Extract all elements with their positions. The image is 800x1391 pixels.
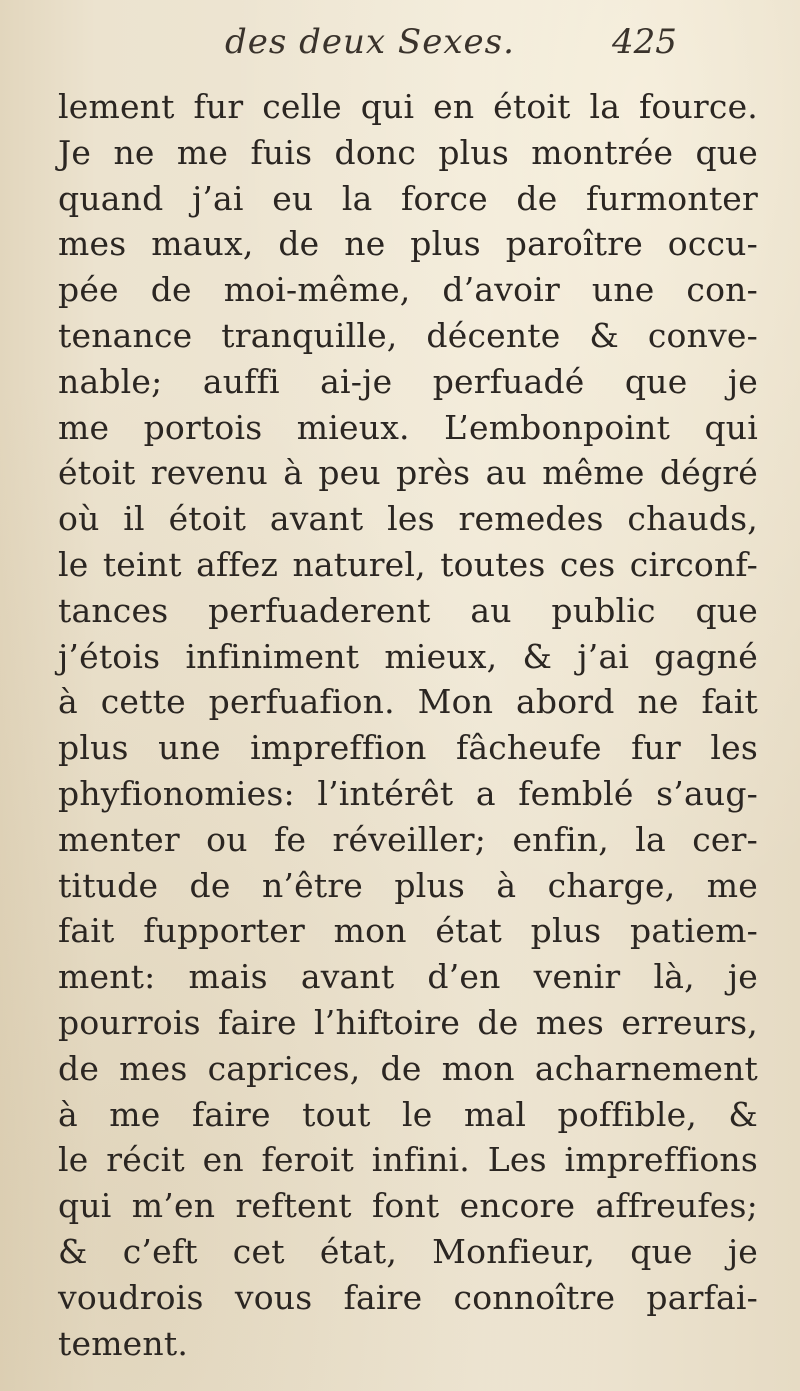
- text-line: lement fur celle qui en étoit la fource.: [58, 87, 758, 126]
- page-number: 425: [612, 22, 677, 62]
- text-line: mes maux, de ne plus paroître occu-: [58, 224, 758, 264]
- text-line: à me faire tout le mal poffible, &: [58, 1094, 758, 1134]
- text-line: où il étoit avant les remedes chauds,: [58, 499, 758, 539]
- running-head-title: des deux Sexes.: [225, 22, 515, 62]
- text-line: Je ne me fuis donc plus montrée que: [58, 132, 758, 172]
- text-line: le teint affez naturel, toutes ces circonf-: [58, 544, 758, 584]
- text-line: me portois mieux. L’embonpoint qui: [58, 407, 758, 447]
- text-line: tenance tranquille, décente & conve-: [58, 315, 758, 355]
- text-line: à cette perfuafion. Mon abord ne fait: [58, 682, 758, 722]
- text-line: de mes caprices, de mon acharnement: [58, 1048, 758, 1088]
- body-text: [58, 84, 758, 1366]
- text-line: & c’eft cet état, Monfieur, que je: [58, 1231, 758, 1271]
- text-line: pée de moi-même, d’avoir une con-: [58, 270, 758, 310]
- text-line: qui m’en reftent font encore affreufes;: [58, 1186, 758, 1226]
- text-line: tement.: [58, 1323, 189, 1363]
- text-line: le récit en feroit infini. Les impreffions: [58, 1140, 758, 1180]
- running-head: [0, 22, 800, 72]
- text-line: voudrois vous faire connoître parfai-: [58, 1277, 758, 1317]
- text-line: fait fupporter mon état plus patiem-: [58, 911, 758, 951]
- text-line: étoit revenu à peu près au même dégré: [58, 453, 758, 493]
- text-line: quand j’ai eu la force de furmonter: [58, 178, 758, 218]
- text-line: menter ou fe réveiller; enfin, la cer-: [58, 819, 758, 859]
- text-line: titude de n’être plus à charge, me: [58, 865, 758, 905]
- text-line: plus une impreffion fâcheufe fur les: [58, 728, 758, 768]
- text-line: ment: mais avant d’en venir là, je: [58, 957, 758, 997]
- text-line: nable; auffi ai-je perfuadé que je: [58, 361, 758, 401]
- text-line: phyfionomies: l’intérêt a femblé s’aug-: [58, 773, 758, 813]
- text-line: pourrois faire l’hiftoire de mes erreurs,: [58, 1002, 758, 1042]
- text-line: j’étois infiniment mieux, & j’ai gagné: [58, 636, 758, 676]
- text-line: tances perfuaderent au public que: [58, 590, 758, 630]
